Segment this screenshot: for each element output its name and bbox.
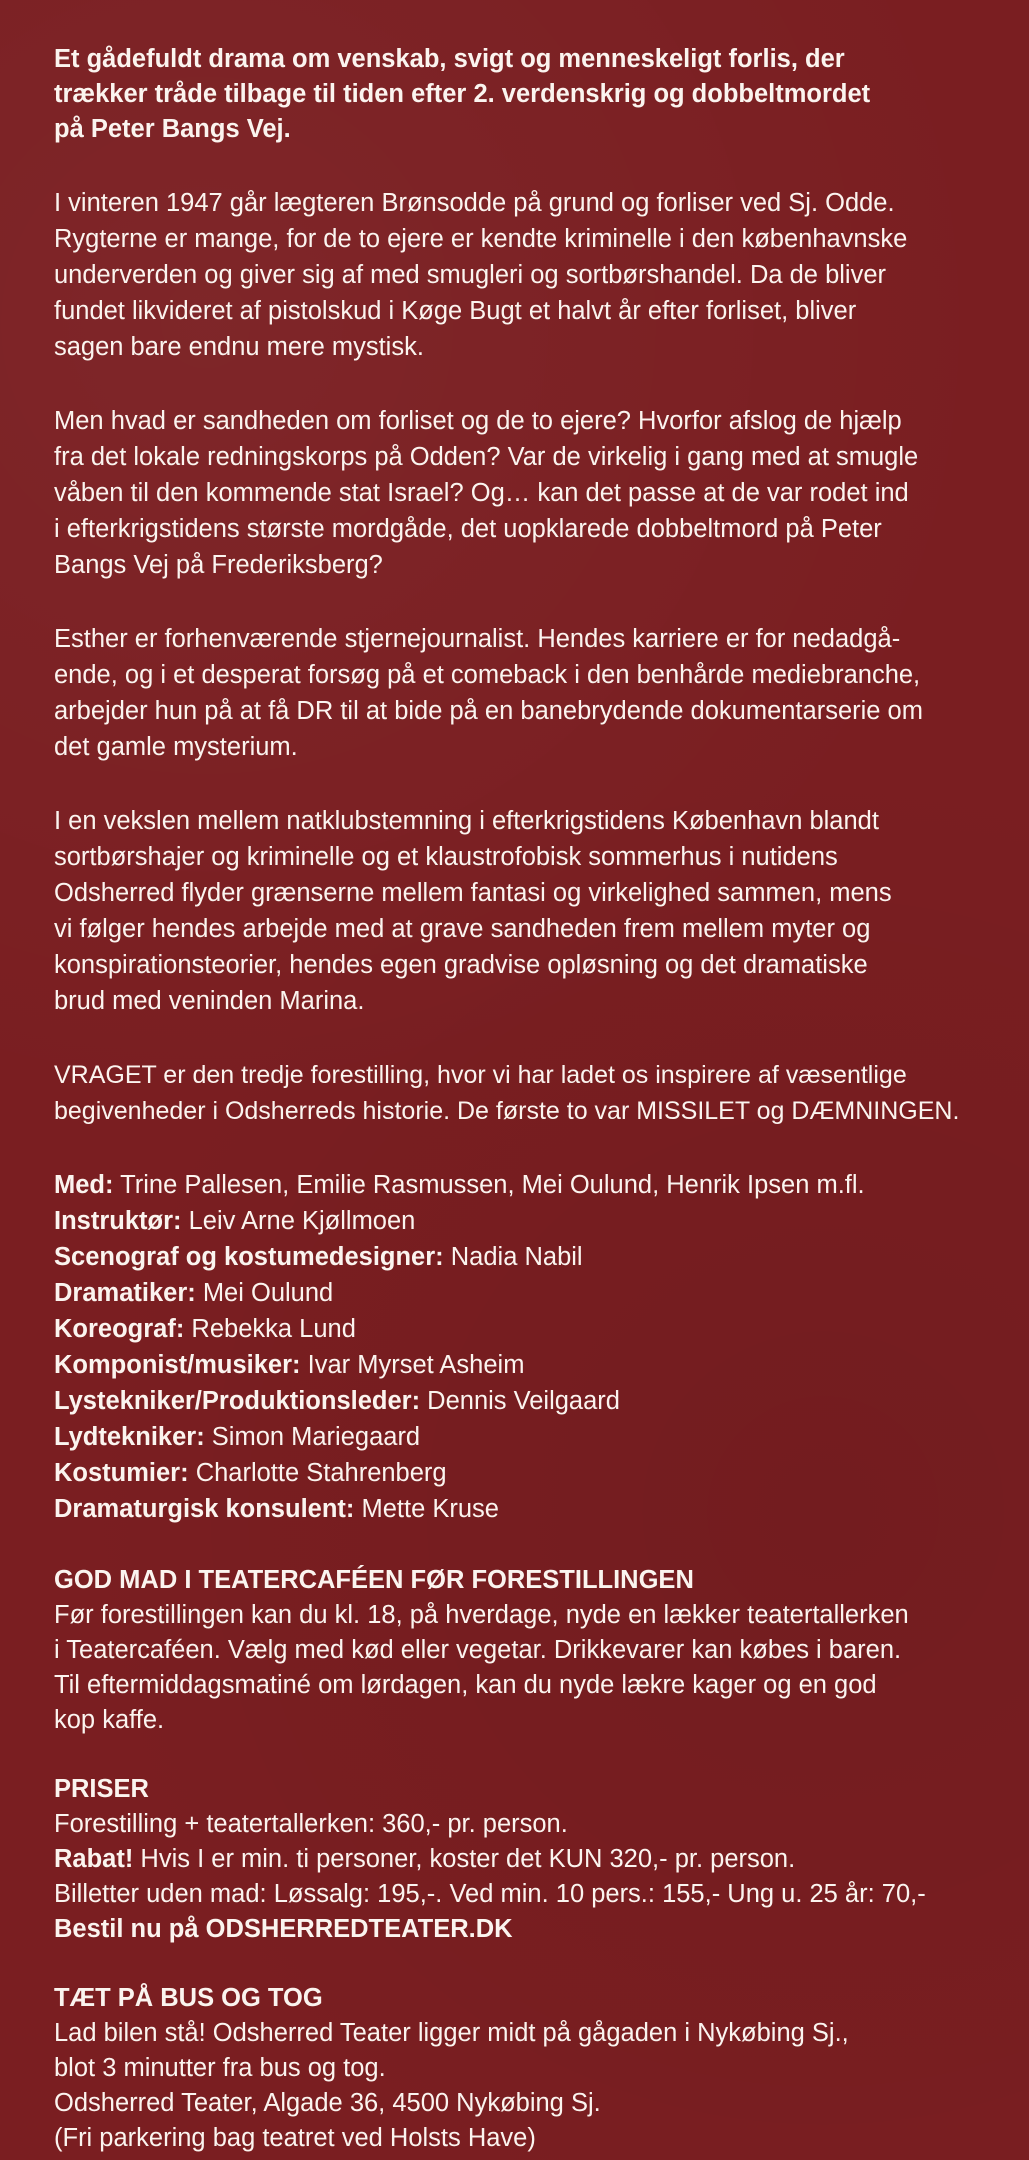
paragraph-line: Men hvad er sandheden om forliset og de to ejere? Hvorfor afslog de hjælp	[54, 407, 902, 435]
credit-line	[54, 1167, 993, 1203]
credit-role: Scenograf og kostumedesigner:	[54, 1243, 444, 1271]
story-paragraph-3	[54, 621, 993, 765]
credit-line	[54, 1491, 993, 1527]
credit-line	[54, 1239, 993, 1275]
paragraph-line: begivenheder i Odsherreds historie. De første to var MISSILET og DÆMNINGEN.	[54, 1097, 960, 1125]
transport-heading: TÆT PÅ BUS OG TOG	[54, 1984, 323, 2012]
price-line-discount	[54, 1842, 993, 1877]
cafe-line: Til eftermiddagsmatiné om lørdagen, kan du nyde lækre kager og en god	[54, 1671, 877, 1699]
credit-names: Dennis Veilgaard	[420, 1387, 620, 1415]
story-paragraph-4	[54, 803, 993, 1019]
credit-role: Lystekniker/Produktionsleder:	[54, 1387, 421, 1415]
credit-role: Lydtekniker:	[54, 1423, 205, 1451]
paragraph-line: Bangs Vej på Frederiksberg?	[54, 551, 383, 579]
credit-role: Koreograf:	[54, 1315, 185, 1343]
paragraph-line: I vinteren 1947 går lægteren Brønsodde på grund og forliser ved Sj. Odde.	[54, 189, 895, 217]
paragraph-line: konspirationsteorier, hendes egen gradvise opløsning og det dramatiske	[54, 951, 868, 979]
intro-line: Et gådefuldt drama om venskab, svigt og menneskeligt forlis, der	[54, 45, 845, 73]
cafe-line: Før forestillingen kan du kl. 18, på hverdage, nyde en lækker teatertallerken	[54, 1601, 909, 1629]
credit-names: Nadia Nabil	[443, 1243, 583, 1271]
transport-line: (Fri parkering bag teatret ved Holsts Have)	[54, 2124, 536, 2152]
credit-role: Dramatiker:	[54, 1279, 196, 1307]
cafe-line: kop kaffe.	[54, 1706, 165, 1734]
credit-names: Trine Pallesen, Emilie Rasmussen, Mei Oulund, Henrik Ipsen m.fl.	[113, 1171, 865, 1199]
discount-label: Rabat!	[54, 1845, 134, 1873]
paragraph-line: fundet likvideret af pistolskud i Køge Bugt et halvt år efter forliset, bliver	[54, 297, 857, 325]
credit-role: Kostumier:	[54, 1459, 189, 1487]
credit-role: Komponist/musiker:	[54, 1351, 301, 1379]
transport-line: blot 3 minutter fra bus og tog.	[54, 2054, 386, 2082]
credit-line	[54, 1455, 993, 1491]
credit-role: Instruktør:	[54, 1207, 182, 1235]
credit-names: Mette Kruse	[354, 1495, 499, 1523]
story-paragraph-2	[54, 403, 993, 583]
intro-line: trækker tråde tilbage til tiden efter 2. verdenskrig og dobbeltmordet	[54, 80, 871, 108]
credit-line	[54, 1311, 993, 1347]
paragraph-line: sortbørshajer og kriminelle og et klaustrofobisk sommerhus i nutidens	[54, 843, 838, 871]
credit-names: Mei Oulund	[195, 1279, 334, 1307]
paragraph-line: i efterkrigstidens største mordgåde, det uopklarede dobbeltmord på Peter	[54, 515, 882, 543]
paragraph-line: vi følger hendes arbejde med at grave sandheden frem mellem myter og	[54, 915, 871, 943]
paragraph-line: I en vekslen mellem natklubstemning i efterkrigstidens København blandt	[54, 807, 879, 835]
paragraph-line: brud med veninden Marina.	[54, 987, 365, 1015]
intro-line: på Peter Bangs Vej.	[54, 115, 291, 143]
paragraph-line: ende, og i et desperat forsøg på et comeback i den benhårde mediebranche,	[54, 661, 921, 689]
paragraph-line: Odsherred flyder grænserne mellem fantasi og virkelighed sammen, mens	[54, 879, 892, 907]
cafe-line: i Teatercaféen. Vælg med kød eller vegetar. Drikkevarer kan købes i baren.	[54, 1636, 902, 1664]
credit-line	[54, 1347, 993, 1383]
paragraph-line: det gamle mysterium.	[54, 733, 298, 761]
credit-names: Leiv Arne Kjøllmoen	[181, 1207, 416, 1235]
paragraph-line: Rygterne er mange, for de to ejere er kendte kriminelle i den københavnske	[54, 225, 908, 253]
credits-list	[54, 1167, 993, 1527]
cafe-section	[54, 1563, 993, 1738]
paragraph-line: Esther er forhenværende stjernejournalist. Hendes karriere er for nedadgå-	[54, 625, 901, 653]
credit-names: Charlotte Stahrenberg	[188, 1459, 447, 1487]
story-paragraph-5	[54, 1057, 993, 1129]
cafe-heading: GOD MAD I TEATERCAFÉEN FØR FORESTILLINGEN	[54, 1566, 694, 1594]
paragraph-line: fra det lokale redningskorps på Odden? Var de virkelig i gang med at smugle	[54, 443, 919, 471]
transport-section	[54, 1981, 993, 2156]
story-paragraph-1	[54, 185, 993, 365]
paragraph-line: underverden og giver sig af med smugleri og sortbørshandel. Da de bliver	[54, 261, 887, 289]
paragraph-line: arbejder hun på at få DR til at bide på en banebrydende dokumentarserie om	[54, 697, 923, 725]
credit-line	[54, 1383, 993, 1419]
credit-line	[54, 1203, 993, 1239]
intro-paragraph	[54, 42, 993, 147]
order-link[interactable]: Bestil nu på ODSHERREDTEATER.DK	[54, 1915, 513, 1943]
discount-text: Hvis I er min. ti personer, koster det KUN 320,- pr. person.	[133, 1845, 796, 1873]
prices-section	[54, 1772, 993, 1947]
credit-role: Dramaturgisk konsulent:	[54, 1495, 355, 1523]
credit-role: Med:	[54, 1171, 114, 1199]
price-line-performance: Forestilling + teatertallerken: 360,- pr. person.	[54, 1810, 568, 1838]
credit-names: Rebekka Lund	[184, 1315, 356, 1343]
paragraph-line: våben til den kommende stat Israel? Og… kan det passe at de var rodet ind	[54, 479, 909, 507]
credit-line	[54, 1419, 993, 1455]
prices-heading: PRISER	[54, 1775, 149, 1803]
credit-names: Simon Mariegaard	[204, 1423, 421, 1451]
price-line-tickets: Billetter uden mad: Løssalg: 195,-. Ved min. 10 pers.: 155,- Ung u. 25 år: 70,-	[54, 1880, 926, 1908]
paragraph-line: VRAGET er den tredje forestilling, hvor vi har ladet os inspirere af væsentlige	[54, 1061, 907, 1089]
transport-line: Odsherred Teater, Algade 36, 4500 Nykøbing Sj.	[54, 2089, 601, 2117]
credit-line	[54, 1275, 993, 1311]
transport-line: Lad bilen stå! Odsherred Teater ligger midt på gågaden i Nykøbing Sj.,	[54, 2019, 849, 2047]
paragraph-line: sagen bare endnu mere mystisk.	[54, 333, 424, 361]
credit-names: Ivar Myrset Asheim	[300, 1351, 525, 1379]
